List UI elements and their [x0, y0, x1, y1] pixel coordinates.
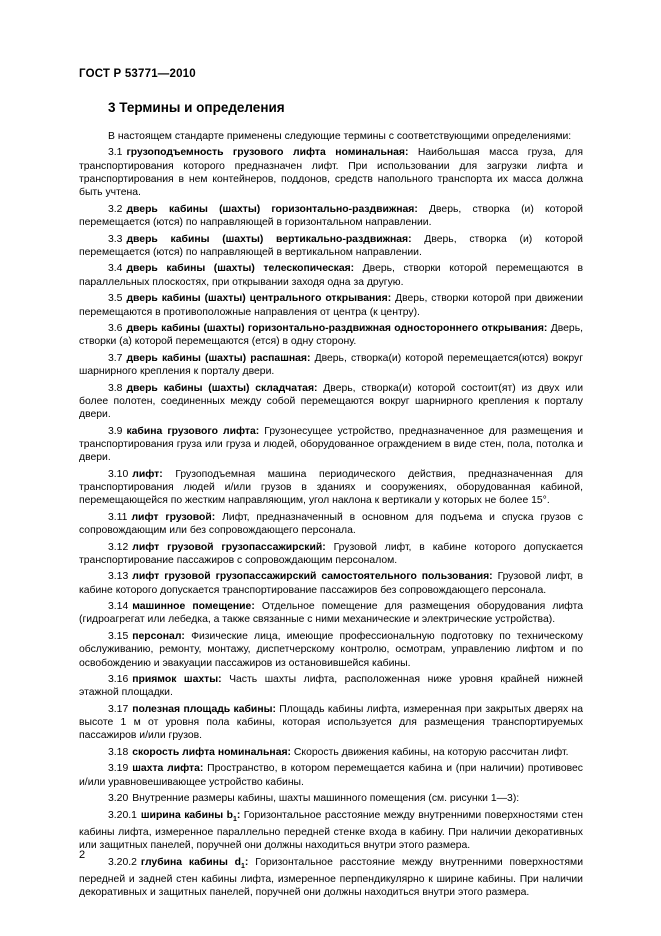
definition-term: шахта лифта:	[132, 763, 204, 775]
definition-paragraph	[79, 511, 583, 538]
definition-text: Дверь, створки которой при движении перемещаются в противоположные направления от центра (к центру).	[79, 293, 583, 318]
definition-text: Горизонтальное расстояние между внутренними поверхностями стен кабины лифта, измеренное параллельно передней стенке входа в кабину. При наличии декоративных или защитных панелей, поручней они должны находиться внутри этого размера.	[79, 809, 583, 852]
definition-number: 3.18	[108, 746, 129, 758]
definition-text: Наибольшая масса груза, для транспортирования которого предназначен лифт. При использовании для загрузки лифта и транспортирования в нем контейнеров, поддонов, средств напольного транспорта их масса должна быть учтена.	[79, 147, 583, 199]
definition-text: Грузовой лифт, в кабине которого допускается транспортирование пассажиров без сопровождающего персонала.	[79, 571, 583, 596]
definition-number: 3.20	[108, 793, 129, 805]
definition-paragraph	[79, 262, 583, 289]
definition-term: лифт грузовой грузопассажирский:	[132, 541, 326, 553]
definition-paragraph	[79, 382, 583, 422]
definition-text: Скорость движения кабины, на которую рассчитан лифт.	[291, 746, 569, 758]
definition-number: 3.9	[108, 425, 123, 437]
definition-term: персонал:	[132, 630, 185, 642]
definition-number: 3.5	[108, 293, 123, 305]
definitions-list	[79, 146, 583, 899]
definition-term: приямок шахты:	[132, 673, 222, 685]
definition-number: 3.16	[108, 673, 129, 685]
definition-term: ширина кабины $b_1$:	[140, 809, 241, 823]
definition-paragraph	[79, 630, 583, 670]
definition-number: 3.4	[108, 263, 123, 275]
definition-term: кабина грузового лифта:	[126, 425, 260, 437]
definition-term: дверь кабины (шахты) складчатая:	[126, 382, 318, 394]
definition-number: 3.7	[108, 352, 123, 364]
definition-text: Лифт, предназначенный в основном для подъема и спуска грузов с сопровождающим или без сопровождающего персонала.	[79, 511, 583, 537]
definition-term: скорость лифта номинальная:	[132, 746, 292, 758]
definition-term: дверь кабины (шахты) телескопическая:	[126, 263, 355, 275]
definition-number: 3.8	[108, 382, 123, 394]
definition-text: Физические лица, имеющие профессиональную подготовку по техническому обслуживанию, ремонту, монтажу, диспетчерскому контролю, осмотрам, управлению лифтом и по освобождению и эвакуации пассажиров из остановившейся кабины.	[79, 630, 583, 669]
definition-paragraph	[79, 570, 583, 597]
definition-number: 3.20.2	[108, 856, 137, 868]
definition-text: Пространство, в котором перемещается кабина и (при наличии) противовес и/или уравновешивающее устройство кабины.	[79, 763, 583, 788]
definition-number: 3.3	[108, 233, 123, 245]
definition-text: Часть шахты лифта, расположенная ниже уровня крайней нижней этажной площадки.	[79, 673, 583, 699]
definition-number: 3.2	[108, 203, 123, 215]
definition-number: 3.12	[108, 541, 129, 553]
definition-paragraph	[79, 703, 583, 743]
definition-paragraph	[79, 792, 583, 805]
term-subscript: 1	[232, 815, 237, 823]
definition-number: 3.20.1	[108, 809, 137, 821]
definition-text: Дверь, створка(и) которой состоит(ят) из двух или более полотен, соединенных между собой перемещаются вокруг шарнирного крепления к порталу двери.	[79, 382, 583, 421]
definition-text: Дверь, створка (и) которой перемещается (ются) по направляющей в горизонтальном направлении.	[79, 203, 583, 229]
definition-number: 3.10	[108, 468, 129, 480]
term-subscript: 1	[241, 862, 245, 870]
definition-number: 3.14	[108, 601, 129, 613]
definition-term: лифт:	[132, 468, 163, 480]
document-body	[79, 130, 583, 903]
definition-paragraph	[79, 856, 583, 900]
definition-paragraph	[79, 292, 583, 319]
definition-term: лифт грузовой:	[131, 511, 216, 523]
definition-paragraph	[79, 146, 583, 199]
definition-paragraph	[79, 809, 583, 853]
page-number: 2	[79, 849, 86, 861]
definition-number: 3.19	[108, 763, 129, 775]
definition-text: Дверь, створка(и) которой перемещается(ются) вокруг шарнирного крепления к порталу двери.	[79, 352, 583, 378]
definition-paragraph	[79, 233, 583, 260]
definition-text: Внутренние размеры кабины, шахты машинного помещения (см. рисунки 1—3):	[132, 793, 520, 805]
definition-text: Дверь, створки (а) которой перемещаются (ется) в одну сторону.	[79, 322, 584, 348]
definition-number: 3.1	[108, 147, 123, 159]
definition-text: Отдельное помещение для размещения оборудования лифта (гидроагрегат или лебедка, а также связанные с ними механические и электрические устройства).	[79, 601, 583, 626]
definition-paragraph	[79, 352, 583, 379]
definition-text: Дверь, створки которой перемещаются в параллельных плоскостях, при открывании заходя одна за другую.	[79, 263, 583, 288]
definition-number: 3.15	[108, 630, 129, 642]
definition-text: Грузонесущее устройство, предназначенное для размещения и транспортирования груза или груза и людей, оборудованное ограждением в виде стен, пола, потолка и двери.	[79, 425, 583, 464]
definition-paragraph	[79, 468, 583, 508]
definition-term: полезная площадь кабины:	[132, 703, 276, 715]
definition-term: глубина кабины $d_1$:	[140, 856, 249, 870]
definition-paragraph	[79, 322, 583, 349]
definition-paragraph	[79, 746, 583, 759]
definition-text: Дверь, створка (и) которой перемещается (ются) по направляющей в вертикальном направлении.	[79, 233, 583, 258]
definition-paragraph	[79, 762, 583, 789]
definition-paragraph	[79, 425, 583, 465]
intro-paragraph: В настоящем стандарте применены следующие термины с соответствующими определениями:	[108, 131, 572, 142]
definition-term: дверь кабины (шахты) вертикально-раздвижная:	[126, 233, 412, 245]
definition-text: Грузоподъемная машина периодического действия, предназначенная для транспортирования людей и/или грузов в зданиях и сооружениях, оборудованная кабиной, перемещающейся по жестким направляющим, угол наклона к вертикали у которых не более 15°.	[79, 468, 583, 507]
definition-number: 3.6	[108, 322, 123, 334]
definition-text: Площадь кабины лифта, измеренная при закрытых дверях на высоте 1 м от уровня пола кабины, которая используется для размещения транспортируемых пассажиров и/или грузов.	[79, 703, 583, 742]
definition-text: Горизонтальное расстояние между внутренними поверхностями передней и задней стен кабины лифта, измеренное перпендикулярно к ширине кабины. При наличии декоративных и защитных панелей, поручней они должны находиться внутри этого размера.	[79, 856, 584, 899]
document-header: ГОСТ Р 53771—2010	[79, 68, 196, 80]
definition-text: Грузовой лифт, в кабине которого допускается транспортирование пассажиров с сопровождающим персоналом.	[79, 541, 583, 566]
definition-paragraph	[79, 541, 583, 568]
definition-term: машинное помещение:	[132, 601, 255, 613]
definition-term: дверь кабины (шахты) центрального открывания:	[126, 293, 392, 305]
definition-paragraph	[79, 600, 583, 627]
definition-term: дверь кабины (шахты) горизонтально-раздвижная:	[126, 203, 418, 215]
definition-term: дверь кабины (шахты) распашная:	[126, 352, 311, 364]
definition-term: грузоподъемность грузового лифта номинальная:	[126, 147, 409, 159]
definition-paragraph	[79, 203, 583, 230]
definition-number: 3.13	[108, 571, 129, 583]
definition-term: лифт грузовой грузопассажирский самостоятельного пользования:	[132, 571, 493, 583]
section-title: 3 Термины и определения	[108, 100, 285, 115]
definition-term: дверь кабины (шахты) горизонтально-раздвижная одностороннего открывания:	[126, 322, 548, 334]
definition-paragraph	[79, 673, 583, 700]
definition-number: 3.17	[108, 703, 129, 715]
definition-number: 3.11	[108, 511, 128, 523]
